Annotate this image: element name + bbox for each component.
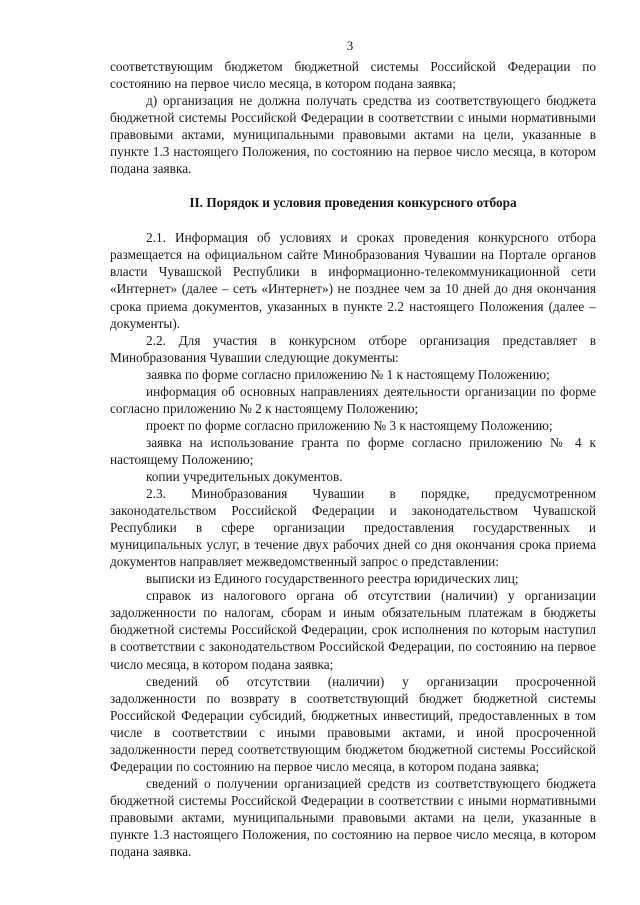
page-number: 3 <box>346 38 354 53</box>
list-item: сведений об отсутствии (наличии) у организации просроченной задолженности по возврату в соответствующий бюджет бюджетной системы Российской Федерации субсидий, бюджетных инвестиций, предоставленных в том числе в соответствии с иными правовыми актами, и иной просроченной задолженности перед соответствующим бюджетом бюджетной системы Российской Федерации по состоянию на первое число месяца, в котором подана заявка; <box>110 673 596 774</box>
list-item: сведений о получении организацией средств из соответствующего бюджета бюджетной системы Российской Федерации в соответствии с иными нормативными правовыми актами, муниципальными правовыми актами на цели, указанные в пункте 1.3 настоящего Положения, по состоянию на первое число месяца, в котором подана заявка. <box>110 775 596 860</box>
section-heading: II. Порядок и условия проведения конкурсного отбора <box>189 195 517 211</box>
list-item: выписки из Единого государственного реестра юридических лиц; <box>146 571 519 587</box>
paragraph-item-d: д) организация не должна получать средства из соответствующего бюджета бюджетной системы Российской Федерации в соответствии с иными нормативными правовыми актами, муниципальными правовыми актами на цели, указанные в пункте 1.3 настоящего Положения, по состоянию на первое число месяца, в котором подана заявка. <box>110 93 596 177</box>
list-item: заявка на использование гранта по форме согласно приложению № 4 к настоящему Положению; <box>110 434 596 467</box>
paragraph-2-3: 2.3. Минобразования Чувашии в порядке, предусмотренном законодательством Российской Федерации и законодательством Чувашской Республики в сфере организации предоставления государственных и муниципальных услуг, в течение двух рабочих дней со дня окончания срока приема документов направляет межведомственный запрос о представлении: <box>110 486 596 570</box>
paragraph-continuation: соответствующим бюджетом бюджетной системы Российской Федерации по состоянию на первое число месяца, в котором подана заявка; <box>110 59 596 92</box>
list-item: копии учредительных документов. <box>146 468 343 484</box>
paragraph-2-1: 2.1. Информация об условиях и сроках проведения конкурсного отбора размещается на официальном сайте Минобразования Чувашии на Портале органов власти Чувашской Республики в информационно-телекоммуникационной сети «Интернет» (далее – сеть «Интернет») не позднее чем за 10 дней до дня окончания срока приема документов, указанных в пункте 2.2 настоящего Положения (далее – документы). <box>110 230 596 331</box>
paragraph-2-2: 2.2. Для участия в конкурсном отборе организация представляет в Минобразования Чувашии следующие документы: <box>110 332 596 365</box>
document-body <box>110 58 596 860</box>
list-item: информация об основных направлениях деятельности организации по форме согласно приложению № 2 к настоящему Положению; <box>110 383 596 416</box>
list-item: проект по форме согласно приложению № 3 к настоящему Положению; <box>146 417 553 433</box>
list-item: заявка по форме согласно приложению № 1 к настоящему Положению; <box>146 366 550 382</box>
list-item: справок из налогового органа об отсутствии (наличии) у организации задолженности по налогам, сборам и иным обязательным платежам в бюджеты бюджетной системы Российской Федерации, срок исполнения по которым наступил в соответствии с законодательством Российской Федерации, по состоянию на первое число месяца, в котором подана заявка; <box>110 588 596 672</box>
